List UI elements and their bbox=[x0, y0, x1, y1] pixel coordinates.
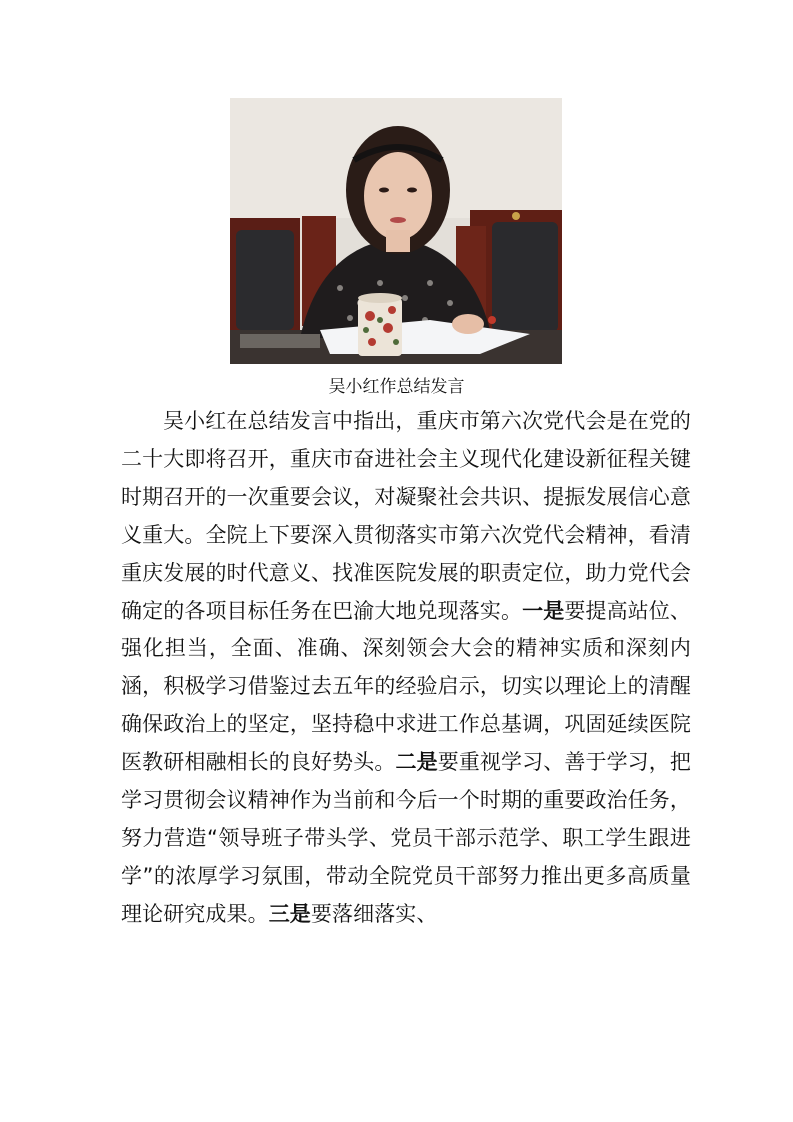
body-paragraph bbox=[121, 403, 691, 934]
paragraph-segment-1: 吴小红在总结发言中指出，重庆市第六次党代会是在党的二十大即将召开，重庆市奋进社会主义现代化建设新征程关键时期召开的一次重要会议，对凝聚社会共识、提振发展信心意义重大。全院上下要深入贯彻落实市第六次党代会精神，看清重庆发展的时代意义、找准医院发展的职责定位，助力党代会确定的各项目标任务在巴渝大地兑现落实。 bbox=[121, 409, 691, 623]
meeting-photo-illustration bbox=[230, 98, 562, 364]
bold-marker-three: 三是 bbox=[268, 901, 311, 926]
bold-marker-one: 一是 bbox=[522, 598, 565, 623]
paragraph-segment-2: 要提高站位、强化担当，全面、准确、深刻领会大会的精神实质和深刻内涵，积极学习借鉴过去五年的经验启示，切实以理论上的清醒确保政治上的坚定，坚持稳中求进工作总基调，巩固延续医院医教研相融相长的良好势头。 bbox=[121, 598, 691, 775]
meeting-photo bbox=[230, 98, 562, 364]
paragraph-segment-3: 要重视学习、善于学习，把学习贯彻会议精神作为当前和今后一个时期的重要政治任务，努力营造“领导班子带头学、党员干部示范学、职工学生跟进学”的浓厚学习氛围，带动全院党员干部努力推出更多高质量理论研究成果。 bbox=[121, 750, 692, 926]
paragraph-segment-4: 要落细落实、 bbox=[310, 901, 438, 926]
photo-caption: 吴小红作总结发言 bbox=[328, 377, 465, 397]
bold-marker-two: 二是 bbox=[395, 750, 438, 775]
